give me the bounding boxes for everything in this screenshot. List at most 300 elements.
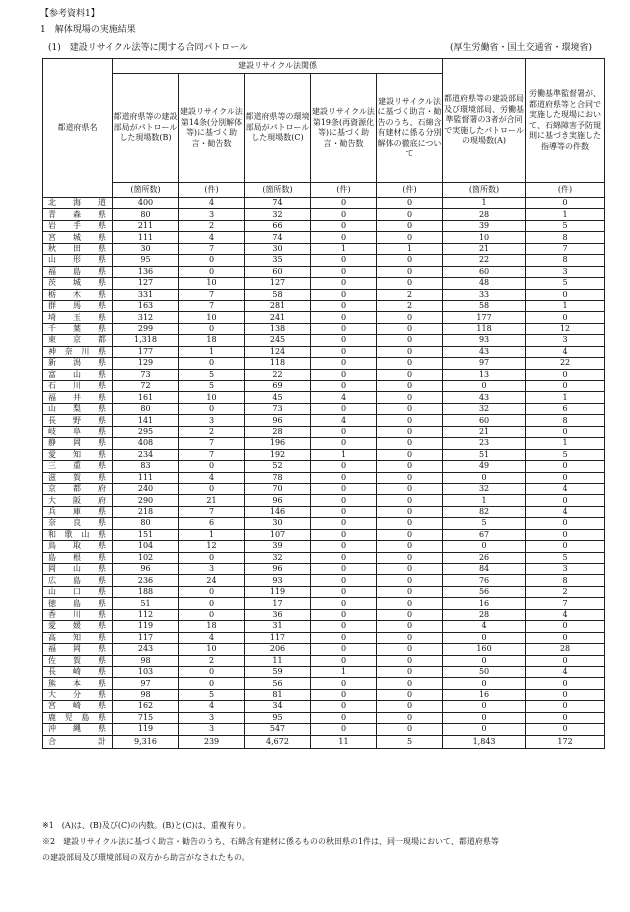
art19-cell: 0	[311, 438, 377, 449]
prefecture-cell: 山口県	[43, 586, 113, 597]
table-row	[43, 209, 605, 220]
joint-a-cell: 0	[443, 678, 526, 689]
labor-cell: 0	[526, 495, 605, 506]
patrol-b-cell: 80	[113, 209, 179, 220]
asbestos-cell: 0	[377, 724, 443, 735]
prefecture-cell: 宮崎県	[43, 701, 113, 712]
art19-cell: 0	[311, 289, 377, 300]
art14-cell: 7	[179, 300, 245, 311]
col-header-art14-advice: 建設リサイクル法第14条(分別解体等)に基づく助言・勧告数	[179, 74, 245, 183]
labor-cell: 0	[526, 289, 605, 300]
art14-cell: 0	[179, 678, 245, 689]
asbestos-cell: 0	[377, 564, 443, 575]
prefecture-cell: 長崎県	[43, 666, 113, 677]
table-row	[43, 220, 605, 231]
patrol-b-cell: 97	[113, 678, 179, 689]
art19-cell: 0	[311, 278, 377, 289]
art19-cell: 0	[311, 495, 377, 506]
patrol-c-cell: 241	[245, 312, 311, 323]
prefecture-cell: 東京都	[43, 335, 113, 346]
patrol-b-cell: 95	[113, 255, 179, 266]
joint-a-cell: 0	[443, 381, 526, 392]
table-row	[43, 323, 605, 334]
labor-cell: 2	[526, 586, 605, 597]
art14-cell: 0	[179, 666, 245, 677]
asbestos-cell: 0	[377, 312, 443, 323]
prefecture-cell: 神奈川県	[43, 346, 113, 357]
joint-a-cell: 118	[443, 323, 526, 334]
group-header-recycling-law: 建設リサイクル法関係	[113, 59, 443, 74]
art19-cell: 0	[311, 678, 377, 689]
col-header-construction-patrol-b: 都道府県等の建設部局がパトロールした現場数(B)	[113, 74, 179, 183]
art14-cell: 4	[179, 701, 245, 712]
art14-cell: 7	[179, 289, 245, 300]
art14-cell: 0	[179, 461, 245, 472]
asbestos-cell: 2	[377, 300, 443, 311]
art19-cell: 0	[311, 724, 377, 735]
art14-cell: 4	[179, 632, 245, 643]
art14-cell: 3	[179, 724, 245, 735]
prefecture-cell: 石川県	[43, 381, 113, 392]
art19-cell: 4	[311, 392, 377, 403]
art14-cell: 4	[179, 232, 245, 243]
table-row	[43, 369, 605, 380]
art19-cell: 0	[311, 232, 377, 243]
art19-cell: 0	[311, 255, 377, 266]
patrol-b-cell: 51	[113, 598, 179, 609]
table-row	[43, 300, 605, 311]
prefecture-cell: 徳島県	[43, 598, 113, 609]
joint-a-cell: 177	[443, 312, 526, 323]
asbestos-cell: 0	[377, 644, 443, 655]
patrol-c-cell: 69	[245, 381, 311, 392]
labor-cell: 1	[526, 438, 605, 449]
patrol-b-cell: 299	[113, 323, 179, 334]
art19-cell: 0	[311, 655, 377, 666]
patrol-c-cell: 70	[245, 483, 311, 494]
labor-cell: 0	[526, 621, 605, 632]
art14-cell: 24	[179, 575, 245, 586]
art14-cell: 10	[179, 392, 245, 403]
patrol-c-cell: 30	[245, 518, 311, 529]
art14-cell: 3	[179, 564, 245, 575]
joint-a-cell: 5	[443, 518, 526, 529]
art19-cell: 0	[311, 575, 377, 586]
joint-a-cell: 97	[443, 358, 526, 369]
patrol-b-cell: 211	[113, 220, 179, 231]
prefecture-cell: 群馬県	[43, 300, 113, 311]
table-row	[43, 449, 605, 460]
joint-a-cell: 0	[443, 632, 526, 643]
prefecture-cell: 広島県	[43, 575, 113, 586]
art19-cell: 11	[311, 735, 377, 748]
asbestos-cell: 0	[377, 586, 443, 597]
patrol-b-cell: 111	[113, 472, 179, 483]
prefecture-cell: 福井県	[43, 392, 113, 403]
total-row	[43, 735, 605, 748]
art14-cell: 0	[179, 609, 245, 620]
reference-label: 【参考資料1】	[40, 9, 100, 19]
art19-cell: 0	[311, 312, 377, 323]
prefecture-cell: 秋田県	[43, 243, 113, 254]
prefecture-cell: 鳥取県	[43, 541, 113, 552]
labor-cell: 1	[526, 392, 605, 403]
art14-cell: 0	[179, 598, 245, 609]
patrol-c-cell: 124	[245, 346, 311, 357]
patrol-c-cell: 60	[245, 266, 311, 277]
joint-a-cell: 33	[443, 289, 526, 300]
patrol-b-cell: 73	[113, 369, 179, 380]
unit-label: (件)	[311, 183, 377, 198]
art14-cell: 0	[179, 586, 245, 597]
asbestos-cell: 0	[377, 472, 443, 483]
art14-cell: 4	[179, 198, 245, 209]
asbestos-cell: 0	[377, 483, 443, 494]
labor-cell: 22	[526, 358, 605, 369]
art19-cell: 0	[311, 689, 377, 700]
table-row	[43, 506, 605, 517]
asbestos-cell: 0	[377, 609, 443, 620]
patrol-c-cell: 45	[245, 392, 311, 403]
patrol-b-cell: 1,318	[113, 335, 179, 346]
labor-cell: 0	[526, 701, 605, 712]
prefecture-cell: 三重県	[43, 461, 113, 472]
prefecture-cell: 滋賀県	[43, 472, 113, 483]
art19-cell: 1	[311, 666, 377, 677]
asbestos-cell: 0	[377, 392, 443, 403]
asbestos-cell: 0	[377, 198, 443, 209]
patrol-c-cell: 28	[245, 426, 311, 437]
asbestos-cell: 2	[377, 289, 443, 300]
art14-cell: 6	[179, 518, 245, 529]
prefecture-cell: 岐阜県	[43, 426, 113, 437]
labor-cell: 5	[526, 552, 605, 563]
art19-cell: 0	[311, 198, 377, 209]
table-row	[43, 358, 605, 369]
prefecture-cell: 栃木県	[43, 289, 113, 300]
labor-cell: 3	[526, 266, 605, 277]
asbestos-cell: 0	[377, 529, 443, 540]
joint-a-cell: 0	[443, 701, 526, 712]
patrol-b-cell: 136	[113, 266, 179, 277]
art14-cell: 2	[179, 655, 245, 666]
patrol-c-cell: 117	[245, 632, 311, 643]
labor-cell: 0	[526, 529, 605, 540]
art14-cell: 10	[179, 312, 245, 323]
art19-cell: 0	[311, 403, 377, 414]
patrol-b-cell: 177	[113, 346, 179, 357]
patrol-c-cell: 52	[245, 461, 311, 472]
patrol-b-cell: 162	[113, 701, 179, 712]
art19-cell: 0	[311, 644, 377, 655]
table-row	[43, 346, 605, 357]
art19-cell: 0	[311, 335, 377, 346]
art14-cell: 2	[179, 426, 245, 437]
patrol-b-cell: 408	[113, 438, 179, 449]
joint-a-cell: 51	[443, 449, 526, 460]
patrol-b-cell: 218	[113, 506, 179, 517]
joint-a-cell: 60	[443, 266, 526, 277]
art19-cell: 0	[311, 506, 377, 517]
table-row	[43, 541, 605, 552]
labor-cell: 7	[526, 598, 605, 609]
labor-cell: 8	[526, 255, 605, 266]
prefecture-cell: 大分県	[43, 689, 113, 700]
patrol-b-cell: 236	[113, 575, 179, 586]
table-row	[43, 701, 605, 712]
art19-cell: 0	[311, 266, 377, 277]
labor-cell: 3	[526, 564, 605, 575]
table-body	[43, 198, 605, 749]
art19-cell: 4	[311, 415, 377, 426]
asbestos-cell: 0	[377, 220, 443, 231]
table-row	[43, 552, 605, 563]
art14-cell: 0	[179, 358, 245, 369]
prefecture-cell: 富山県	[43, 369, 113, 380]
art19-cell: 0	[311, 552, 377, 563]
patrol-c-cell: 56	[245, 678, 311, 689]
joint-a-cell: 67	[443, 529, 526, 540]
art19-cell: 1	[311, 449, 377, 460]
table-row	[43, 689, 605, 700]
art19-cell: 0	[311, 323, 377, 334]
patrol-c-cell: 74	[245, 232, 311, 243]
prefecture-cell: 熊本県	[43, 678, 113, 689]
section-title: 1 解体現場の実施結果	[40, 25, 136, 35]
art14-cell: 3	[179, 415, 245, 426]
patrol-results-table	[42, 58, 605, 749]
prefecture-cell: 埼玉県	[43, 312, 113, 323]
patrol-b-cell: 161	[113, 392, 179, 403]
prefecture-cell: 千葉県	[43, 323, 113, 334]
art14-cell: 2	[179, 220, 245, 231]
art14-cell: 10	[179, 644, 245, 655]
patrol-c-cell: 146	[245, 506, 311, 517]
patrol-c-cell: 119	[245, 586, 311, 597]
art14-cell: 239	[179, 735, 245, 748]
unit-label: (箇所数)	[245, 183, 311, 198]
patrol-c-cell: 138	[245, 323, 311, 334]
prefecture-cell: 岩手県	[43, 220, 113, 231]
table-row	[43, 598, 605, 609]
table-row	[43, 621, 605, 632]
joint-a-cell: 1	[443, 495, 526, 506]
asbestos-cell: 0	[377, 678, 443, 689]
joint-a-cell: 0	[443, 712, 526, 723]
col-header-asbestos-advice: 建設リサイクル法に基づく助言・勧告のうち、石綿含有建材に係る分別解体の徹底について	[377, 74, 443, 183]
patrol-b-cell: 243	[113, 644, 179, 655]
art19-cell: 1	[311, 243, 377, 254]
joint-a-cell: 23	[443, 438, 526, 449]
art14-cell: 1	[179, 346, 245, 357]
asbestos-cell: 0	[377, 461, 443, 472]
patrol-c-cell: 206	[245, 644, 311, 655]
prefecture-cell: 愛知県	[43, 449, 113, 460]
art19-cell: 0	[311, 712, 377, 723]
labor-cell: 4	[526, 483, 605, 494]
joint-a-cell: 28	[443, 609, 526, 620]
joint-a-cell: 48	[443, 278, 526, 289]
prefecture-cell: 茨城県	[43, 278, 113, 289]
table-row	[43, 438, 605, 449]
prefecture-cell: 愛媛県	[43, 621, 113, 632]
joint-a-cell: 82	[443, 506, 526, 517]
joint-a-cell: 28	[443, 209, 526, 220]
patrol-c-cell: 73	[245, 403, 311, 414]
labor-cell: 1	[526, 209, 605, 220]
table-row	[43, 255, 605, 266]
asbestos-cell: 0	[377, 266, 443, 277]
table-row	[43, 644, 605, 655]
asbestos-cell: 0	[377, 209, 443, 220]
patrol-c-cell: 30	[245, 243, 311, 254]
joint-a-cell: 56	[443, 586, 526, 597]
patrol-c-cell: 32	[245, 209, 311, 220]
art19-cell: 0	[311, 541, 377, 552]
patrol-c-cell: 22	[245, 369, 311, 380]
prefecture-cell: 佐賀県	[43, 655, 113, 666]
asbestos-cell: 0	[377, 278, 443, 289]
joint-a-cell: 43	[443, 346, 526, 357]
labor-cell: 0	[526, 541, 605, 552]
labor-cell: 0	[526, 312, 605, 323]
table-row	[43, 243, 605, 254]
art19-cell: 0	[311, 632, 377, 643]
table-row	[43, 609, 605, 620]
asbestos-cell: 0	[377, 701, 443, 712]
patrol-b-cell: 103	[113, 666, 179, 677]
labor-cell: 4	[526, 609, 605, 620]
table-row	[43, 724, 605, 735]
joint-a-cell: 1,843	[443, 735, 526, 748]
unit-label: (件)	[377, 183, 443, 198]
labor-cell: 1	[526, 300, 605, 311]
table-row	[43, 415, 605, 426]
patrol-c-cell: 281	[245, 300, 311, 311]
patrol-b-cell: 188	[113, 586, 179, 597]
art14-cell: 12	[179, 541, 245, 552]
prefecture-cell: 大阪府	[43, 495, 113, 506]
asbestos-cell: 0	[377, 255, 443, 266]
prefecture-cell: 鹿児島県	[43, 712, 113, 723]
art14-cell: 0	[179, 255, 245, 266]
prefecture-cell: 岡山県	[43, 564, 113, 575]
prefecture-cell: 静岡県	[43, 438, 113, 449]
table-row	[43, 278, 605, 289]
prefecture-cell: 京都府	[43, 483, 113, 494]
art14-cell: 3	[179, 712, 245, 723]
prefecture-cell: 島根県	[43, 552, 113, 563]
patrol-b-cell: 127	[113, 278, 179, 289]
patrol-c-cell: 17	[245, 598, 311, 609]
art19-cell: 0	[311, 358, 377, 369]
patrol-b-cell: 9,316	[113, 735, 179, 748]
art19-cell: 0	[311, 346, 377, 357]
joint-a-cell: 21	[443, 426, 526, 437]
patrol-b-cell: 104	[113, 541, 179, 552]
art19-cell: 0	[311, 483, 377, 494]
joint-a-cell: 32	[443, 403, 526, 414]
patrol-b-cell: 102	[113, 552, 179, 563]
table-row	[43, 529, 605, 540]
patrol-c-cell: 127	[245, 278, 311, 289]
labor-cell: 5	[526, 278, 605, 289]
table-row	[43, 403, 605, 414]
art19-cell: 0	[311, 529, 377, 540]
prefecture-cell: 香川県	[43, 609, 113, 620]
asbestos-cell: 0	[377, 323, 443, 334]
patrol-b-cell: 400	[113, 198, 179, 209]
joint-a-cell: 32	[443, 483, 526, 494]
patrol-c-cell: 58	[245, 289, 311, 300]
labor-cell: 0	[526, 724, 605, 735]
art19-cell: 0	[311, 609, 377, 620]
joint-a-cell: 0	[443, 472, 526, 483]
art14-cell: 4	[179, 472, 245, 483]
joint-a-cell: 58	[443, 300, 526, 311]
patrol-b-cell: 112	[113, 609, 179, 620]
joint-a-cell: 76	[443, 575, 526, 586]
patrol-b-cell: 80	[113, 518, 179, 529]
art14-cell: 1	[179, 529, 245, 540]
table-row	[43, 712, 605, 723]
joint-a-cell: 26	[443, 552, 526, 563]
labor-cell: 4	[526, 506, 605, 517]
asbestos-cell: 0	[377, 438, 443, 449]
patrol-c-cell: 31	[245, 621, 311, 632]
art14-cell: 7	[179, 506, 245, 517]
col-header-art19-advice: 建設リサイクル法第19条(再資源化等)に基づく助言・勧告数	[311, 74, 377, 183]
patrol-b-cell: 234	[113, 449, 179, 460]
art19-cell: 0	[311, 472, 377, 483]
patrol-c-cell: 11	[245, 655, 311, 666]
prefecture-cell: 山形県	[43, 255, 113, 266]
joint-a-cell: 50	[443, 666, 526, 677]
asbestos-cell: 0	[377, 621, 443, 632]
labor-cell: 12	[526, 323, 605, 334]
patrol-b-cell: 715	[113, 712, 179, 723]
ministries-label: (厚生労働省・国土交通省・環境省)	[450, 43, 593, 53]
art19-cell: 0	[311, 369, 377, 380]
prefecture-cell: 福島県	[43, 266, 113, 277]
patrol-c-cell: 245	[245, 335, 311, 346]
patrol-c-cell: 107	[245, 529, 311, 540]
asbestos-cell: 0	[377, 495, 443, 506]
prefecture-cell: 和歌山県	[43, 529, 113, 540]
prefecture-cell: 山梨県	[43, 403, 113, 414]
note-2-continued: の建設部局及び環境部局の双方から助言がなされたもの。	[42, 853, 250, 862]
patrol-c-cell: 96	[245, 415, 311, 426]
col-header-labor-guidance: 労働基準監督署が、都道府県等と合同で実施した現場において、石綿障害予防規則に基づき実施した指導等の件数	[526, 59, 605, 183]
patrol-b-cell: 129	[113, 358, 179, 369]
asbestos-cell: 0	[377, 335, 443, 346]
labor-cell: 0	[526, 655, 605, 666]
labor-cell: 4	[526, 666, 605, 677]
table-row	[43, 426, 605, 437]
joint-a-cell: 21	[443, 243, 526, 254]
patrol-b-cell: 312	[113, 312, 179, 323]
labor-cell: 6	[526, 403, 605, 414]
patrol-c-cell: 36	[245, 609, 311, 620]
patrol-b-cell: 80	[113, 403, 179, 414]
patrol-c-cell: 4,672	[245, 735, 311, 748]
labor-cell: 0	[526, 712, 605, 723]
joint-a-cell: 60	[443, 415, 526, 426]
table-row	[43, 461, 605, 472]
patrol-b-cell: 98	[113, 655, 179, 666]
unit-label: (箇所数)	[443, 183, 526, 198]
art14-cell: 0	[179, 266, 245, 277]
